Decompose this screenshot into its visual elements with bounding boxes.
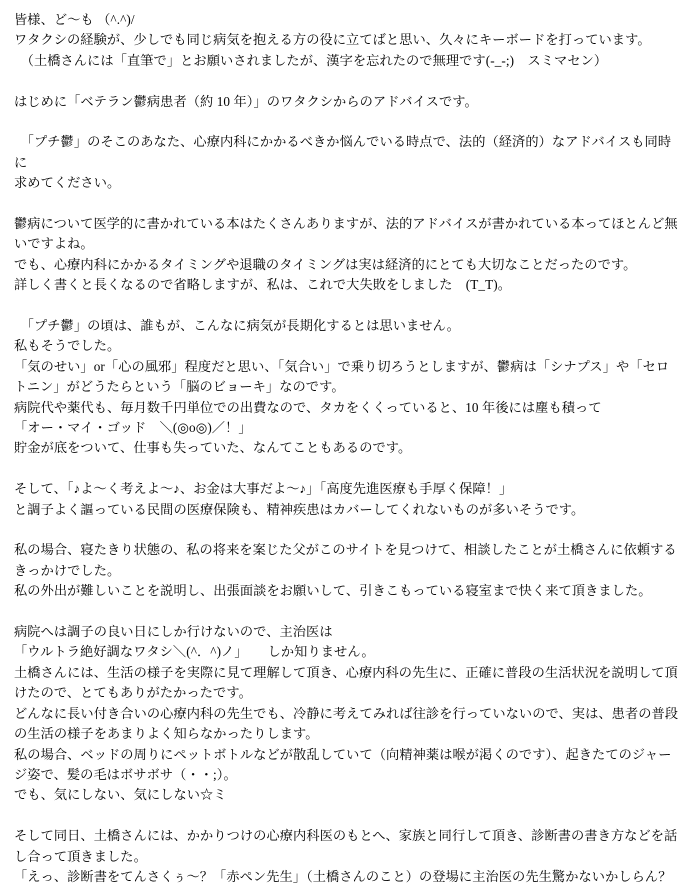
paragraph — [14, 540, 683, 601]
text-line: トニン」がどうたらという「脳のビョーキ」なのです。 — [14, 379, 345, 395]
paragraph — [14, 214, 683, 296]
paragraph-spacer — [14, 602, 683, 622]
text-line: 鬱病について医学的に書かれている本はたくさんありますが、法的アドバイスが書かれている本ってほとんど無 — [14, 216, 678, 232]
paragraph-spacer — [14, 296, 683, 316]
text-line: 「えっ、診断書をてんさくぅ～？「赤ペン先生」（土橋さんのこと）の登場に主治医の先生驚かないかしらん？ — [14, 868, 672, 884]
text-line: ワタクシの経験が、少しでも同じ病気を抱える方の役に立てばと思い、久々にキーボードを打っています。 — [14, 32, 651, 48]
paragraph — [14, 316, 683, 459]
text-line: 病院へは調子の良い日にしか行けないので、主治医は — [14, 624, 333, 640]
text-line: でも、心療内科にかかるタイミングや退職のタイミングは実は経済的にとても大切なことだったのです。 — [14, 256, 637, 272]
paragraph-spacer — [14, 194, 683, 214]
paragraph-spacer — [14, 459, 683, 479]
text-line: けたので、とてもありがたかったです。 — [14, 685, 252, 701]
text-line: と調子よく謳っている民間の医療保険も、精神疾患はカバーしてくれないものが多いそうです。 — [14, 501, 585, 517]
text-line: いですよね。 — [14, 236, 94, 252]
text-line: 土橋さんには、生活の様子を実際に見て理解して頂き、心療内科の先生に、正確に普段の生活状況を説明して頂 — [14, 664, 678, 680]
text-line: 求めてください。 — [14, 175, 121, 191]
text-line: 皆様、ど～も （^.^)/ — [14, 12, 135, 27]
text-line: 私の場合、ベッドの周りにペットボトルなどが散乱していて（向精神薬は喉が渇くのです）、起きたてのジャー — [14, 746, 672, 762]
text-line: 「気のせい」or「心の風邪」程度だと思い、「気合い」で乗り切ろうとしますが、鬱病は「シナプス」や「セロ — [14, 358, 670, 374]
text-line: どんなに長い付き合いの心療内科の先生でも、冷静に考えてみれば往診を行っていないので、実は、患者の普段 — [14, 705, 679, 721]
paragraph-spacer — [14, 520, 683, 540]
text-line: 私もそうでした。 — [14, 338, 121, 354]
paragraph — [14, 479, 683, 520]
text-line: きっかけでした。 — [14, 562, 121, 578]
text-line: 私の外出が難しいことを説明し、出張面談をお願いして、引きこもっている寝室まで快く来て頂きました。 — [14, 583, 652, 599]
text-line: し合って頂きました。 — [14, 848, 147, 864]
paragraph — [14, 92, 683, 112]
text-line: 貯金が底をついて、仕事も失っていた、なんてこともあるのです。 — [14, 440, 412, 456]
text-line: ジ姿で、髪の毛はボサボサ（・・;）。 — [14, 766, 237, 782]
paragraph-spacer — [14, 112, 683, 132]
text-line: 詳しく書くと長くなるので省略しますが、私は、これで大失敗をしました (T_T)。 — [14, 277, 512, 293]
text-line: はじめに「ベテラン鬱病患者（約 10 年）」のワタクシからのアドバイスです。 — [14, 93, 478, 109]
text-line: そして、「♪よ～く考えよ～♪、お金は大事だよ～♪」「高度先進医療も手厚く保障！」 — [14, 481, 513, 497]
paragraph — [14, 826, 683, 887]
text-line: 病院代や薬代も、毎月数千円単位での出費なので、タカをくくっていると、10 年後には塵も積って — [14, 399, 602, 415]
paragraph — [14, 10, 683, 71]
paragraph — [14, 132, 683, 193]
text-line: そして同日、土橋さんには、かかりつけの心療内科医のもとへ、家族と同行して頂き、診断書の書き方などを話 — [14, 828, 678, 844]
text-line: の生活の様子をあまりよく知らなかったりします。 — [14, 726, 319, 742]
paragraph — [14, 622, 683, 806]
paragraph-spacer — [14, 806, 683, 826]
text-line: 「プチ鬱」の頃は、誰もが、こんなに病気が長期化するとは思いません。 — [14, 318, 460, 334]
text-line: でも、気にしない、気にしない☆ミ — [14, 787, 227, 803]
text-line: 私の場合、寝たきり状態の、私の将来を案じた父がこのサイトを見つけて、相談したことが土橋さんに依頼する — [14, 542, 677, 558]
text-line: 「ウルトラ絶好調なワタシ＼(^．^)ノ」 しか知りません。 — [14, 644, 375, 660]
text-line: （土橋さんには「直筆で」とお願いされましたが、漢字を忘れたので無理です(-_-;) スミマセン） — [14, 52, 608, 68]
text-line: 「プチ鬱」のそこのあなた、心療内科にかかるべきか悩んでいる時点で、法的（経済的）なアドバイスも同時に — [14, 134, 672, 170]
paragraph-spacer — [14, 71, 683, 91]
text-line: 「オー・マイ・ゴッド ＼(◎o◎)／！」 — [14, 420, 252, 436]
